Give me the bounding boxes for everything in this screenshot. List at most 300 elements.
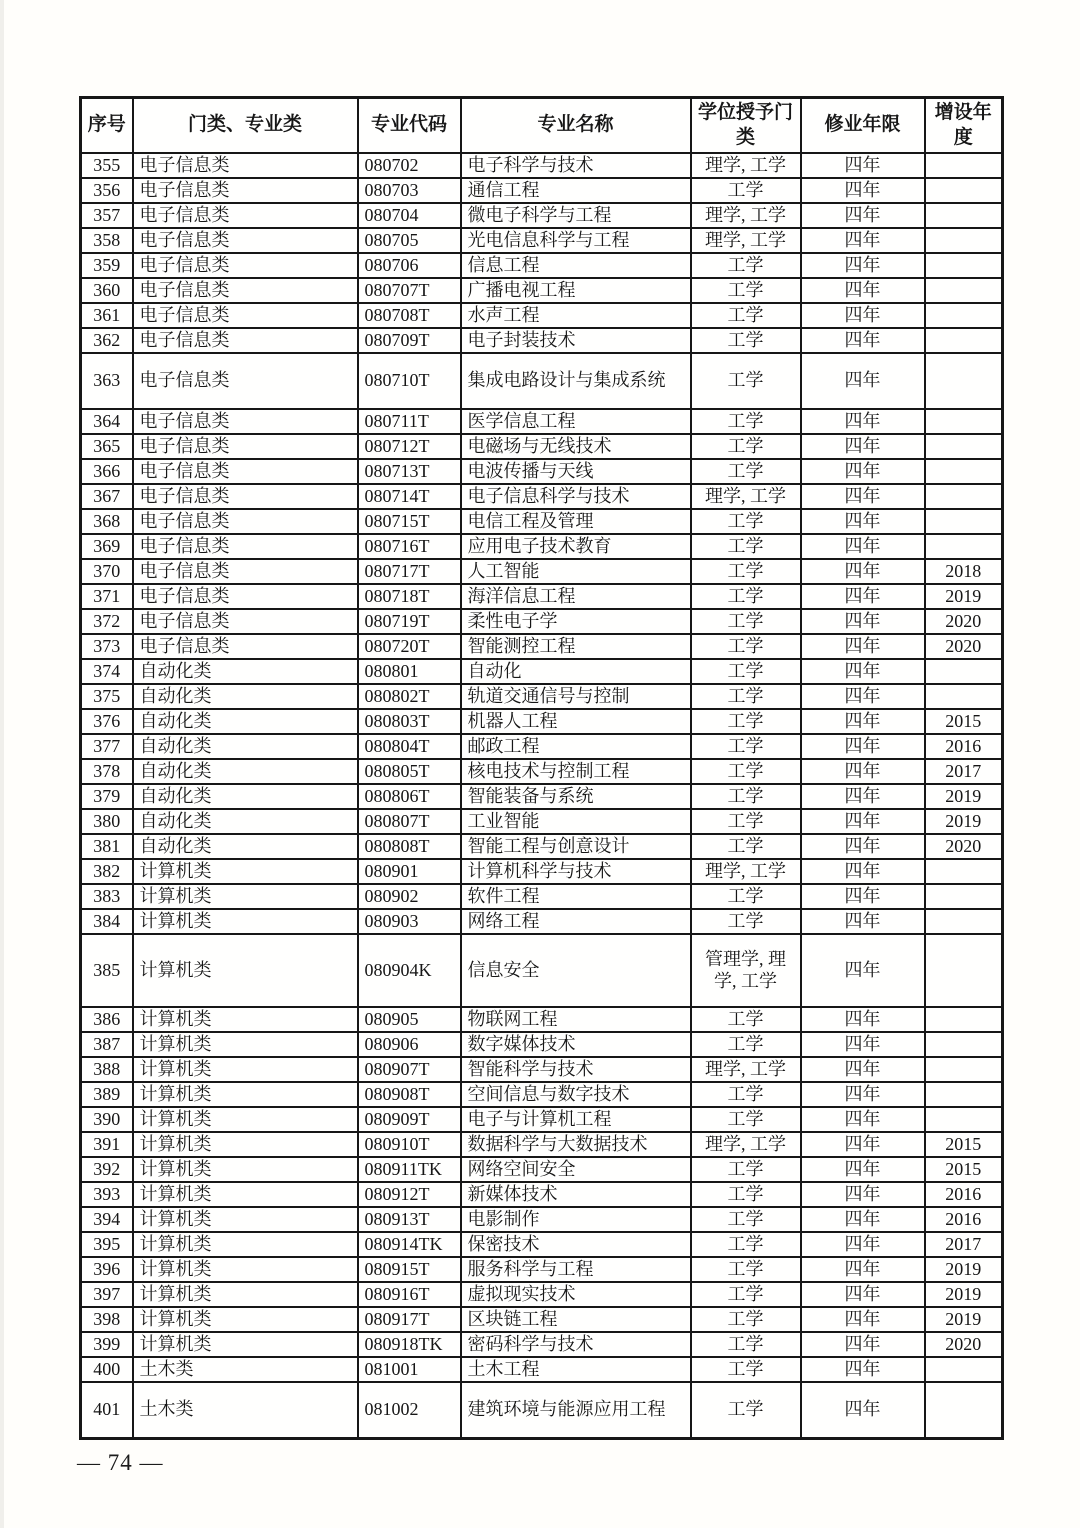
cell-code: 080714T [358,484,461,509]
cell-duration: 四年 [801,834,925,859]
cell-year [925,1357,1003,1382]
cell-degree: 工学 [691,253,801,278]
cell-seq: 394 [81,1207,133,1232]
cell-name: 水声工程 [461,303,691,328]
page-number: — 74 — [77,1450,164,1475]
cell-seq: 395 [81,1232,133,1257]
cell-seq: 376 [81,709,133,734]
cell-year: 2016 [925,734,1003,759]
cell-category: 计算机类 [133,1282,358,1307]
cell-category: 电子信息类 [133,459,358,484]
cell-category: 电子信息类 [133,534,358,559]
table-row [81,1032,1003,1057]
cell-duration: 四年 [801,484,925,509]
table-row [81,1257,1003,1282]
cell-code: 080709T [358,328,461,353]
header-cell-code: 专业代码 [358,98,461,154]
cell-name: 医学信息工程 [461,409,691,434]
cell-year [925,1082,1003,1107]
cell-name: 新媒体技术 [461,1182,691,1207]
table-row [81,1307,1003,1332]
cell-code: 080806T [358,784,461,809]
cell-name: 数字媒体技术 [461,1032,691,1057]
table-row [81,509,1003,534]
cell-duration: 四年 [801,178,925,203]
cell-name: 网络工程 [461,909,691,934]
table-row [81,709,1003,734]
cell-category: 计算机类 [133,909,358,934]
cell-category: 电子信息类 [133,634,358,659]
cell-name: 柔性电子学 [461,609,691,634]
cell-code: 080702 [358,153,461,178]
cell-code: 080802T [358,684,461,709]
page-edge-shadow [0,0,4,1528]
table-row [81,734,1003,759]
cell-code: 081002 [358,1382,461,1438]
cell-year: 2015 [925,709,1003,734]
cell-code: 080913T [358,1207,461,1232]
cell-category: 计算机类 [133,884,358,909]
cell-degree: 工学 [691,303,801,328]
cell-duration: 四年 [801,1257,925,1282]
cell-duration: 四年 [801,1382,925,1438]
cell-seq: 388 [81,1057,133,1082]
cell-year: 2015 [925,1132,1003,1157]
cell-category: 自动化类 [133,709,358,734]
cell-name: 电波传播与天线 [461,459,691,484]
cell-category: 电子信息类 [133,484,358,509]
cell-duration: 四年 [801,1307,925,1332]
cell-name: 虚拟现实技术 [461,1282,691,1307]
cell-category: 计算机类 [133,1057,358,1082]
cell-seq: 389 [81,1082,133,1107]
cell-category: 计算机类 [133,1232,358,1257]
cell-name: 网络空间安全 [461,1157,691,1182]
cell-duration: 四年 [801,809,925,834]
cell-category: 电子信息类 [133,584,358,609]
cell-degree: 工学 [691,559,801,584]
cell-duration: 四年 [801,1357,925,1382]
cell-duration: 四年 [801,1232,925,1257]
cell-duration: 四年 [801,253,925,278]
cell-category: 电子信息类 [133,303,358,328]
cell-code: 080912T [358,1182,461,1207]
cell-year [925,434,1003,459]
cell-seq: 374 [81,659,133,684]
table-row [81,834,1003,859]
cell-duration: 四年 [801,784,925,809]
majors-table [79,96,1004,1440]
cell-degree: 工学 [691,1382,801,1438]
cell-duration: 四年 [801,734,925,759]
cell-year [925,203,1003,228]
table-row [81,1057,1003,1082]
cell-category: 电子信息类 [133,509,358,534]
cell-category: 自动化类 [133,734,358,759]
cell-duration: 四年 [801,859,925,884]
table-row [81,934,1003,1007]
cell-degree: 工学 [691,1107,801,1132]
cell-seq: 377 [81,734,133,759]
cell-category: 电子信息类 [133,178,358,203]
cell-seq: 384 [81,909,133,934]
table-row [81,609,1003,634]
cell-year: 2019 [925,809,1003,834]
table-row [81,884,1003,909]
cell-seq: 381 [81,834,133,859]
cell-year [925,509,1003,534]
cell-seq: 360 [81,278,133,303]
cell-degree: 工学 [691,709,801,734]
cell-year [925,353,1003,409]
cell-code: 080719T [358,609,461,634]
cell-category: 电子信息类 [133,434,358,459]
cell-seq: 378 [81,759,133,784]
cell-category: 计算机类 [133,1157,358,1182]
cell-name: 智能科学与技术 [461,1057,691,1082]
cell-degree: 理学, 工学 [691,228,801,253]
cell-name: 电子封装技术 [461,328,691,353]
cell-category: 电子信息类 [133,409,358,434]
cell-seq: 363 [81,353,133,409]
cell-degree: 工学 [691,509,801,534]
cell-duration: 四年 [801,278,925,303]
cell-degree: 工学 [691,1332,801,1357]
cell-name: 数据科学与大数据技术 [461,1132,691,1157]
cell-seq: 367 [81,484,133,509]
cell-duration: 四年 [801,684,925,709]
cell-name: 空间信息与数字技术 [461,1082,691,1107]
majors-table-body [81,153,1003,1438]
cell-duration: 四年 [801,509,925,534]
cell-degree: 工学 [691,1282,801,1307]
cell-name: 电子与计算机工程 [461,1107,691,1132]
cell-name: 工业智能 [461,809,691,834]
cell-seq: 357 [81,203,133,228]
cell-seq: 355 [81,153,133,178]
cell-degree: 工学 [691,584,801,609]
cell-degree: 理学, 工学 [691,484,801,509]
cell-code: 080915T [358,1257,461,1282]
cell-name: 信息安全 [461,934,691,1007]
cell-name: 区块链工程 [461,1307,691,1332]
cell-category: 计算机类 [133,1257,358,1282]
header-cell-year: 增设年度 [925,98,1003,154]
cell-seq: 368 [81,509,133,534]
cell-degree: 工学 [691,1182,801,1207]
cell-degree: 工学 [691,1157,801,1182]
cell-degree: 工学 [691,659,801,684]
cell-year [925,459,1003,484]
cell-name: 轨道交通信号与控制 [461,684,691,709]
cell-seq: 398 [81,1307,133,1332]
cell-duration: 四年 [801,559,925,584]
cell-degree: 工学 [691,809,801,834]
cell-degree: 工学 [691,459,801,484]
table-row [81,659,1003,684]
table-row [81,178,1003,203]
cell-code: 080903 [358,909,461,934]
cell-degree: 工学 [691,1082,801,1107]
cell-code: 080704 [358,203,461,228]
cell-duration: 四年 [801,303,925,328]
table-row [81,909,1003,934]
cell-name: 智能工程与创意设计 [461,834,691,859]
cell-code: 080901 [358,859,461,884]
cell-year [925,909,1003,934]
cell-year [925,1107,1003,1132]
cell-degree: 工学 [691,759,801,784]
cell-year: 2018 [925,559,1003,584]
table-row [81,1207,1003,1232]
header-cell-category: 门类、专业类 [133,98,358,154]
table-row [81,328,1003,353]
cell-seq: 400 [81,1357,133,1382]
cell-degree: 理学, 工学 [691,203,801,228]
cell-seq: 382 [81,859,133,884]
cell-seq: 380 [81,809,133,834]
table-row [81,303,1003,328]
cell-year [925,1057,1003,1082]
cell-year: 2015 [925,1157,1003,1182]
cell-name: 土木工程 [461,1357,691,1382]
cell-year [925,659,1003,684]
cell-year: 2016 [925,1182,1003,1207]
cell-code: 080708T [358,303,461,328]
cell-category: 自动化类 [133,784,358,809]
table-row [81,484,1003,509]
cell-seq: 386 [81,1007,133,1032]
table-row [81,859,1003,884]
table-row [81,1282,1003,1307]
cell-seq: 391 [81,1132,133,1157]
cell-code: 080917T [358,1307,461,1332]
table-row [81,228,1003,253]
cell-year: 2019 [925,584,1003,609]
cell-code: 080717T [358,559,461,584]
cell-code: 080911TK [358,1157,461,1182]
table-header-row [81,98,1003,154]
cell-duration: 四年 [801,1107,925,1132]
cell-category: 电子信息类 [133,153,358,178]
cell-year: 2020 [925,634,1003,659]
table-row [81,434,1003,459]
cell-name: 服务科学与工程 [461,1257,691,1282]
table-row [81,1107,1003,1132]
cell-code: 080908T [358,1082,461,1107]
cell-degree: 理学, 工学 [691,1057,801,1082]
cell-name: 电子科学与技术 [461,153,691,178]
cell-duration: 四年 [801,1032,925,1057]
cell-year [925,484,1003,509]
cell-year [925,153,1003,178]
cell-duration: 四年 [801,1082,925,1107]
cell-year: 2019 [925,1307,1003,1332]
cell-year [925,684,1003,709]
cell-duration: 四年 [801,1282,925,1307]
cell-year [925,253,1003,278]
cell-seq: 399 [81,1332,133,1357]
cell-degree: 理学, 工学 [691,1132,801,1157]
cell-degree: 工学 [691,684,801,709]
cell-degree: 工学 [691,278,801,303]
cell-code: 080808T [358,834,461,859]
cell-code: 080713T [358,459,461,484]
cell-code: 080804T [358,734,461,759]
cell-degree: 工学 [691,1207,801,1232]
cell-duration: 四年 [801,1157,925,1182]
cell-name: 应用电子技术教育 [461,534,691,559]
cell-code: 080720T [358,634,461,659]
cell-name: 邮政工程 [461,734,691,759]
cell-code: 080910T [358,1132,461,1157]
cell-category: 自动化类 [133,809,358,834]
cell-name: 机器人工程 [461,709,691,734]
cell-seq: 397 [81,1282,133,1307]
cell-duration: 四年 [801,328,925,353]
cell-degree: 工学 [691,1357,801,1382]
table-row [81,253,1003,278]
header-cell-duration: 修业年限 [801,98,925,154]
cell-category: 计算机类 [133,1332,358,1357]
cell-year [925,228,1003,253]
cell-duration: 四年 [801,634,925,659]
cell-seq: 370 [81,559,133,584]
cell-seq: 392 [81,1157,133,1182]
cell-category: 计算机类 [133,1132,358,1157]
table-row [81,153,1003,178]
cell-year [925,328,1003,353]
cell-duration: 四年 [801,609,925,634]
cell-category: 电子信息类 [133,559,358,584]
cell-year: 2020 [925,1332,1003,1357]
table-row [81,634,1003,659]
cell-degree: 工学 [691,434,801,459]
cell-category: 电子信息类 [133,203,358,228]
cell-code: 080905 [358,1007,461,1032]
cell-name: 软件工程 [461,884,691,909]
cell-name: 自动化 [461,659,691,684]
header-cell-degree: 学位授予门类 [691,98,801,154]
cell-degree: 管理学, 理学, 工学 [691,934,801,1007]
cell-year: 2019 [925,784,1003,809]
cell-category: 电子信息类 [133,278,358,303]
cell-seq: 372 [81,609,133,634]
cell-duration: 四年 [801,1207,925,1232]
cell-code: 080710T [358,353,461,409]
cell-seq: 387 [81,1032,133,1057]
cell-category: 计算机类 [133,1182,358,1207]
cell-code: 080715T [358,509,461,534]
cell-code: 080801 [358,659,461,684]
cell-name: 保密技术 [461,1232,691,1257]
cell-category: 自动化类 [133,659,358,684]
cell-duration: 四年 [801,1182,925,1207]
cell-code: 080807T [358,809,461,834]
cell-year [925,1382,1003,1438]
cell-name: 密码科学与技术 [461,1332,691,1357]
cell-degree: 工学 [691,784,801,809]
cell-category: 电子信息类 [133,228,358,253]
cell-duration: 四年 [801,353,925,409]
cell-duration: 四年 [801,909,925,934]
cell-name: 智能测控工程 [461,634,691,659]
cell-degree: 工学 [691,909,801,934]
table-row [81,584,1003,609]
cell-year [925,534,1003,559]
cell-code: 081001 [358,1357,461,1382]
cell-name: 电影制作 [461,1207,691,1232]
table-row [81,534,1003,559]
cell-duration: 四年 [801,153,925,178]
cell-category: 计算机类 [133,1082,358,1107]
header-cell-name: 专业名称 [461,98,691,154]
cell-duration: 四年 [801,1007,925,1032]
cell-degree: 工学 [691,328,801,353]
cell-duration: 四年 [801,1132,925,1157]
cell-degree: 理学, 工学 [691,153,801,178]
cell-category: 计算机类 [133,934,358,1007]
cell-name: 通信工程 [461,178,691,203]
cell-category: 自动化类 [133,759,358,784]
cell-code: 080916T [358,1282,461,1307]
cell-name: 电子信息科学与技术 [461,484,691,509]
table-row [81,559,1003,584]
table-row [81,353,1003,409]
cell-duration: 四年 [801,759,925,784]
cell-year: 2017 [925,1232,1003,1257]
cell-name: 计算机科学与技术 [461,859,691,884]
table-row [81,409,1003,434]
cell-degree: 工学 [691,1257,801,1282]
cell-degree: 工学 [691,1032,801,1057]
cell-seq: 358 [81,228,133,253]
cell-duration: 四年 [801,459,925,484]
cell-year: 2020 [925,834,1003,859]
cell-seq: 362 [81,328,133,353]
cell-category: 计算机类 [133,1307,358,1332]
table-row [81,459,1003,484]
cell-degree: 工学 [691,1007,801,1032]
cell-degree: 工学 [691,734,801,759]
table-row [81,1232,1003,1257]
table-row [81,1082,1003,1107]
cell-category: 自动化类 [133,834,358,859]
cell-year [925,859,1003,884]
cell-degree: 工学 [691,884,801,909]
cell-year: 2017 [925,759,1003,784]
cell-name: 广播电视工程 [461,278,691,303]
cell-year [925,884,1003,909]
cell-degree: 工学 [691,1232,801,1257]
cell-seq: 393 [81,1182,133,1207]
cell-code: 080706 [358,253,461,278]
table-row [81,1182,1003,1207]
cell-year: 2019 [925,1257,1003,1282]
cell-code: 080907T [358,1057,461,1082]
table-row [81,784,1003,809]
table-row [81,1007,1003,1032]
header-cell-seq: 序号 [81,98,133,154]
cell-degree: 工学 [691,834,801,859]
cell-category: 计算机类 [133,1107,358,1132]
cell-seq: 366 [81,459,133,484]
cell-code: 080904K [358,934,461,1007]
cell-year: 2016 [925,1207,1003,1232]
cell-degree: 工学 [691,1307,801,1332]
table-row [81,759,1003,784]
cell-duration: 四年 [801,409,925,434]
